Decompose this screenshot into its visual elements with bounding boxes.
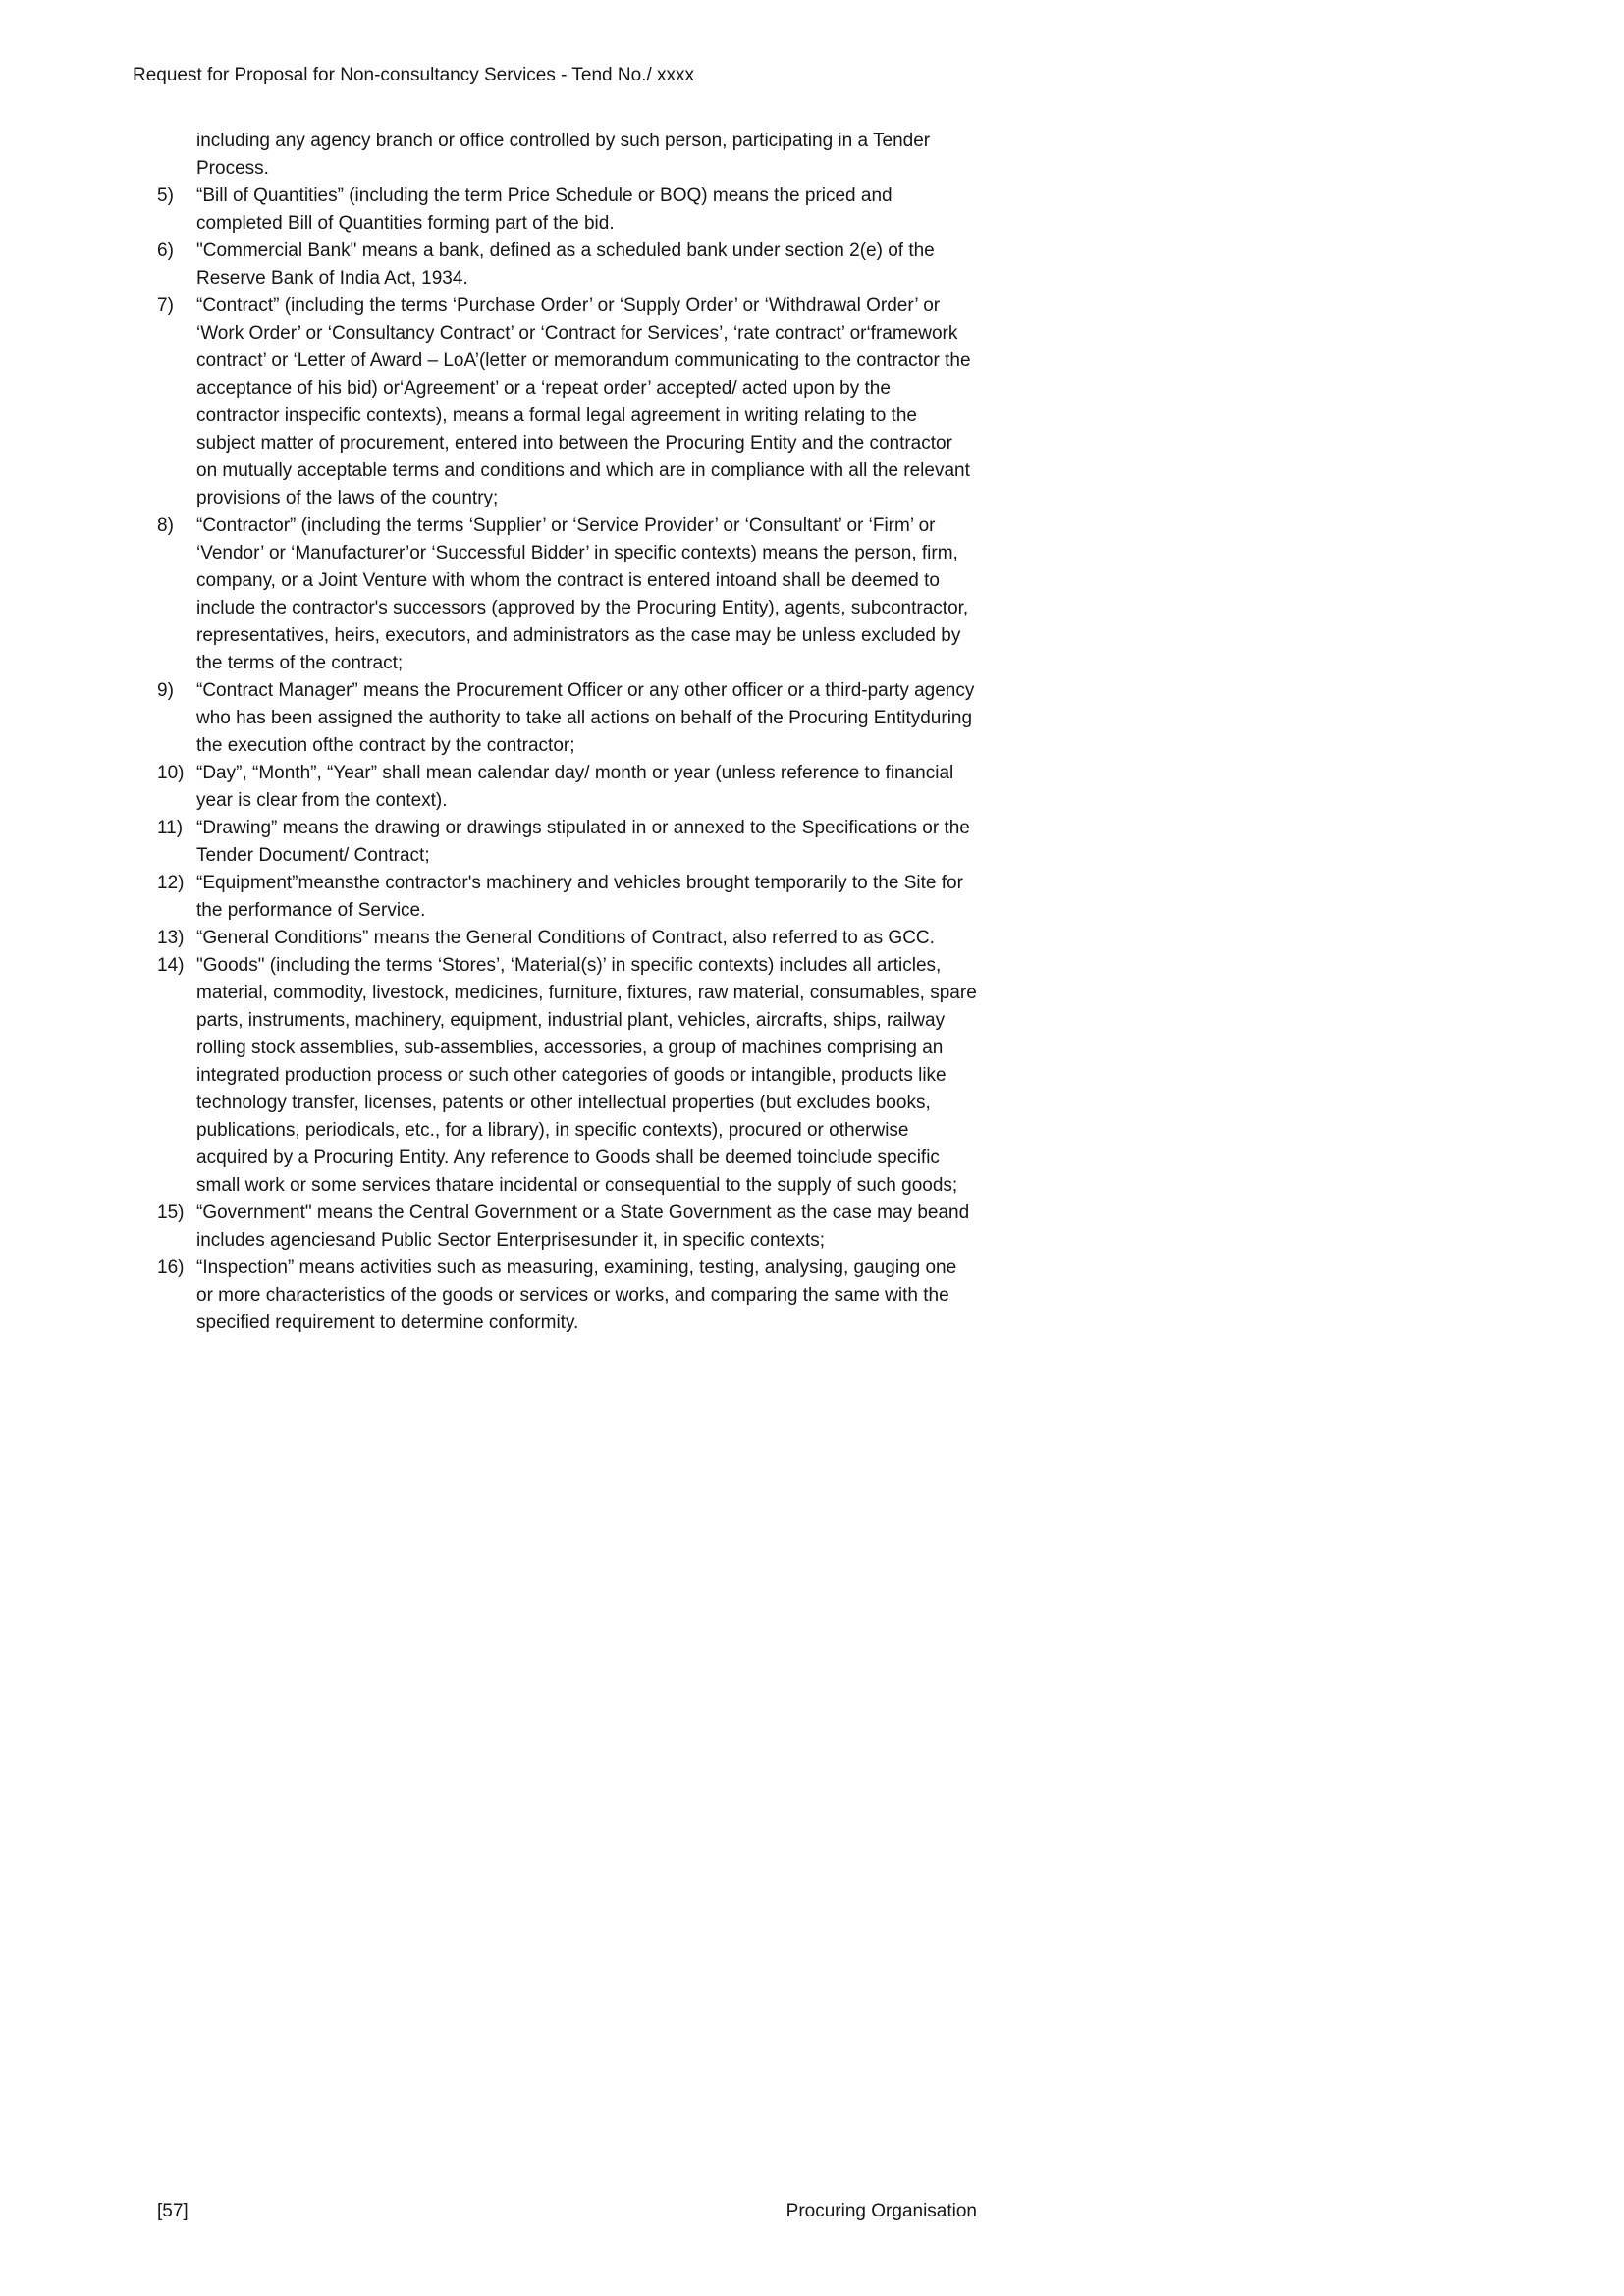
- footer-organisation: Procuring Organisation: [785, 2201, 977, 2221]
- item-text: “Contract” (including the terms ‘Purchase Order’ or ‘Supply Order’ or ‘Withdrawal Order’ or ‘Work Order’ or ‘Consultancy Contract’ or ‘Contract for Services’, ‘rate contract’ or‘framework contract’ or ‘Letter of Award – LoA’(letter or memorandum communicating to the contractor the acceptance of his bid) or‘Agreement’ or a ‘repeat order’ accepted/ acted upon by the contractor inspecific contexts), means a formal legal agreement in writing relating to the subject matter of procurement, entered into between the Procuring Entity and the contractor on mutually acceptable terms and conditions and which are in compliance with all the relevant provisions of the laws of the country;: [196, 295, 971, 508]
- list-item: [157, 815, 977, 870]
- item-text: “General Conditions” means the General Conditions of Contract, also referred to as GCC.: [196, 928, 935, 948]
- item-text: “Equipment”meansthe contractor's machinery and vehicles brought temporarily to the Site for the performance of Service.: [196, 873, 963, 921]
- item-number: 10): [157, 763, 185, 783]
- item-number: 5): [157, 186, 174, 206]
- item-text: “Day”, “Month”, “Year” shall mean calendar day/ month or year (unless reference to financial year is clear from the context).: [196, 763, 954, 811]
- page-number: [57]: [157, 2201, 189, 2221]
- item-number: 7): [157, 295, 174, 316]
- page-footer: [157, 2199, 977, 2224]
- item-text: "Goods" (including the terms ‘Stores’, ‘Material(s)’ in specific contexts) includes all articles, material, commodity, livestock, medicines, furniture, fixtures, raw material, consumables, spare parts, instruments, machinery, equipment, industrial plant, vehicles, aircrafts, ships, railway rolling stock assemblies, sub-assemblies, accessories, a group of machines comprising an integrated production process or such other categories of goods or intangible, products like technology transfer, licenses, patents or other intellectual properties (but excludes books, publications, periodicals, etc., for a library), in specific contexts), procured or otherwise acquired by a Procuring Entity. Any reference to Goods shall be deemed toinclude specific small work or some services thatare incidental or consequential to the supply of such goods;: [196, 955, 977, 1196]
- item-number: 14): [157, 955, 185, 976]
- item-text: “Drawing” means the drawing or drawings stipulated in or annexed to the Specifications or the Tender Document/ Contract;: [196, 818, 970, 866]
- item-number: 13): [157, 928, 185, 948]
- list-item: [157, 512, 977, 677]
- list-item: [157, 1255, 977, 1337]
- item-number: 16): [157, 1257, 185, 1278]
- item-number: 11): [157, 818, 184, 838]
- list-item: [157, 760, 977, 815]
- list-item: [157, 870, 977, 925]
- list-item: [157, 238, 977, 293]
- item-text: “Contract Manager” means the Procurement Officer or any other officer or a third-party agency who has been assigned the authority to take all actions on behalf of the Procuring Entityduring the execution ofthe contract by the contractor;: [196, 680, 975, 756]
- item-text: “Government" means the Central Government or a State Government as the case may beand includes agenciesand Public Sector Enterprisesunder it, in specific contexts;: [196, 1202, 970, 1251]
- item-number: 9): [157, 680, 174, 701]
- item-number: 8): [157, 515, 174, 536]
- paragraph-continuation: including any agency branch or office controlled by such person, participating in a Tender Process.: [196, 131, 931, 179]
- list-item: [157, 183, 977, 238]
- list-item: [157, 952, 977, 1200]
- list-item: [157, 677, 977, 760]
- item-number: 15): [157, 1202, 185, 1223]
- item-text: “Bill of Quantities” (including the term Price Schedule or BOQ) means the priced and completed Bill of Quantities forming part of the bid.: [196, 186, 893, 234]
- page-header: Request for Proposal for Non-consultancy Services - Tend No./ xxxx: [133, 65, 695, 85]
- item-number: 12): [157, 873, 185, 893]
- item-text: “Inspection” means activities such as measuring, examining, testing, analysing, gauging one or more characteristics of the goods or services or works, and comparing the same with the specified requirement to determine conformity.: [196, 1257, 957, 1333]
- item-number: 6): [157, 240, 174, 261]
- item-text: “Contractor” (including the terms ‘Supplier’ or ‘Service Provider’ or ‘Consultant’ or ‘Firm’ or ‘Vendor’ or ‘Manufacturer’or ‘Successful Bidder’ in specific contexts) means the person, firm, company, or a Joint Venture with whom the contract is entered intoand shall be deemed to include the contractor's successors (approved by the Procuring Entity), agents, subcontractor, representatives, heirs, executors, and administrators as the case may be unless excluded by the terms of the contract;: [196, 515, 969, 673]
- list-item: [157, 293, 977, 512]
- list-item: [157, 925, 977, 952]
- list-item: [157, 1200, 977, 1255]
- definitions-list: [157, 128, 977, 1337]
- item-text: "Commercial Bank" means a bank, defined as a scheduled bank under section 2(e) of the Reserve Bank of India Act, 1934.: [196, 240, 935, 289]
